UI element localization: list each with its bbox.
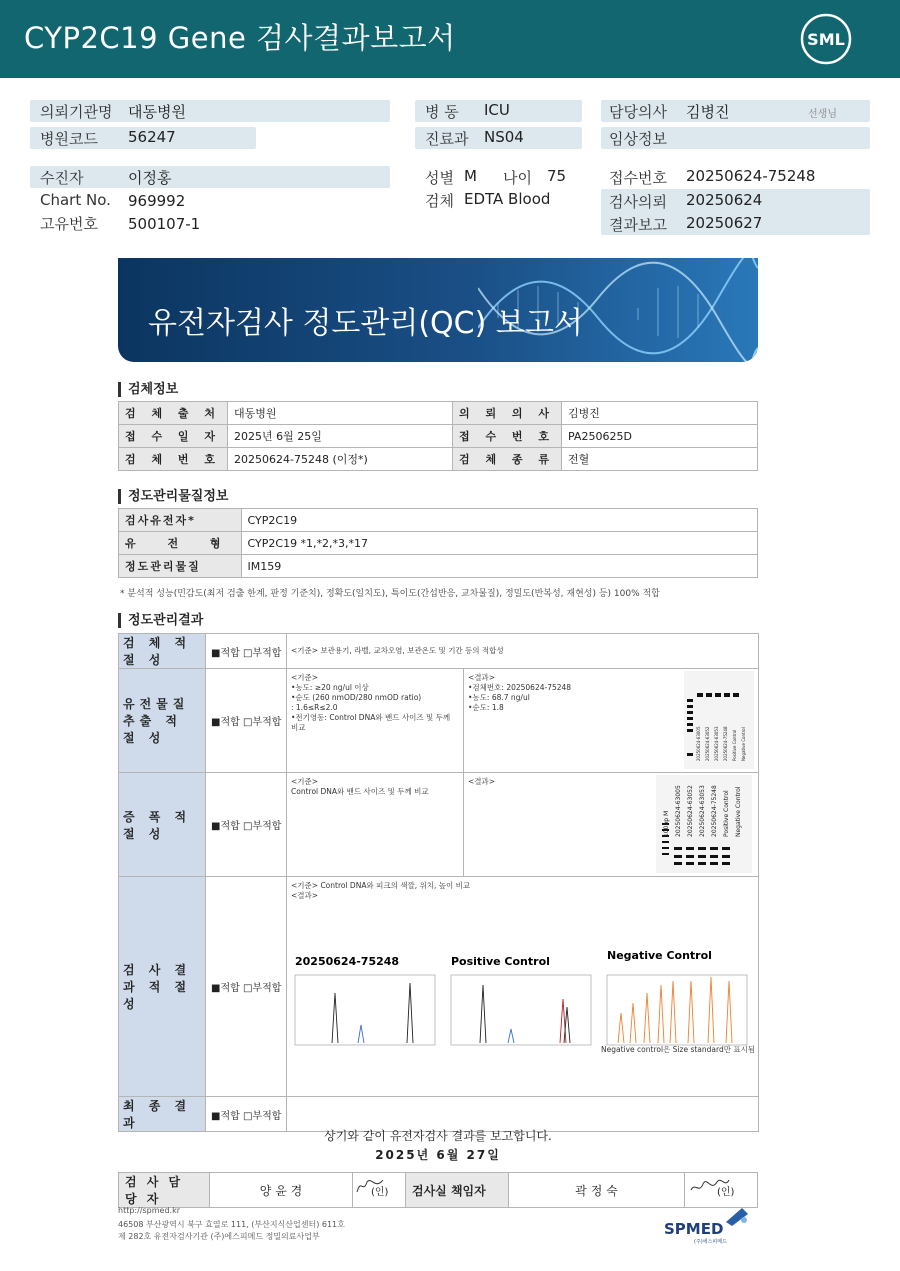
table-row bbox=[119, 634, 759, 669]
test-gene-label: 검사유전자* bbox=[119, 509, 242, 532]
specimen-table bbox=[118, 401, 758, 471]
uid-value: 500107-1 bbox=[128, 215, 201, 233]
test-gene-value: CYP2C19 bbox=[241, 509, 757, 532]
qc-material-table bbox=[118, 508, 758, 578]
table-row bbox=[119, 1173, 758, 1208]
performance-note: * 분석적 성능(민감도(최저 검출 한계, 판정 기준치), 정확도(일치도), 특이도(간섭반응, 교차물질), 정밀도(반복성, 재현성) 등) 100% 적합 bbox=[120, 589, 660, 599]
conclusion-text: 상기와 같이 유전자검사 결과를 보고합니다. bbox=[324, 1129, 552, 1143]
lab-head-label: 검사실 책임자 bbox=[406, 1173, 509, 1208]
doctor-value: 김병진 bbox=[686, 103, 730, 121]
genotype-label: 유 전 형 bbox=[119, 532, 242, 555]
specimen-value: EDTA Blood bbox=[464, 190, 551, 208]
receipt-number-value: PA250625D bbox=[562, 425, 758, 448]
plot-title: 20250624-75248 bbox=[295, 955, 400, 968]
institution-value: 대동병원 bbox=[128, 103, 186, 121]
spmed-logo-subtext: (주)에스피메드 bbox=[694, 1239, 727, 1245]
ward-value: ICU bbox=[484, 101, 510, 119]
negative-control-note: Negative control은 Size standard만 표시됨 bbox=[601, 1045, 756, 1054]
plot-frame bbox=[451, 975, 591, 1045]
svg-text:Negative Control: Negative Control bbox=[741, 727, 746, 761]
svg-text:20250624-63053: 20250624-63053 bbox=[714, 726, 719, 761]
specimen-number-label: 검 체 번 호 bbox=[119, 448, 228, 471]
request-value: 20250624 bbox=[686, 191, 763, 209]
specimen-section-title: 검체정보 bbox=[118, 382, 178, 397]
age-label: 나이 bbox=[503, 169, 532, 187]
hospital-code-label: 병원코드 bbox=[40, 130, 98, 148]
final-result-check: ■적합 □부적합 bbox=[206, 1097, 287, 1132]
table-row bbox=[119, 532, 758, 555]
report-title: CYP2C19 Gene 검사결과보고서 bbox=[24, 21, 456, 55]
request-label: 검사의뢰 bbox=[609, 193, 667, 211]
lab-head-name: 곽 정 숙 bbox=[509, 1173, 685, 1208]
report-date-label: 결과보고 bbox=[609, 216, 667, 234]
footer-license: 제 282호 유전자검사기관 (주)에스피메드 정밀의료사업부 bbox=[118, 1232, 320, 1241]
svg-text:20250624-63052: 20250624-63052 bbox=[705, 726, 710, 761]
sex-value: M bbox=[464, 167, 477, 185]
patient-label: 수진자 bbox=[40, 169, 84, 187]
tester-seal: (인) bbox=[371, 1186, 389, 1198]
receipt-number-label: 접 수 번 호 bbox=[453, 425, 562, 448]
result-adequacy-label: 검 사 결 과 적 절 성 bbox=[119, 877, 206, 1097]
table-row bbox=[119, 509, 758, 532]
lab-head-seal: (인) bbox=[717, 1186, 735, 1198]
institution-label: 의뢰기관명 bbox=[40, 103, 113, 121]
spmed-logo-text: SPMED bbox=[664, 1220, 724, 1238]
signature-table bbox=[118, 1172, 758, 1208]
table-row bbox=[119, 877, 759, 1097]
amplification-gel-image bbox=[656, 775, 752, 873]
doctor-label: 담당의사 bbox=[609, 103, 667, 121]
report-date-value: 20250627 bbox=[686, 214, 763, 232]
plot-title: Negative Control bbox=[607, 949, 712, 962]
electropherogram-plots bbox=[293, 947, 756, 1057]
table-row bbox=[119, 773, 759, 877]
department-value: NS04 bbox=[484, 128, 524, 146]
qc-result-table bbox=[118, 633, 759, 1132]
amplification-adequacy-label: 증 폭 적 절 성 bbox=[119, 773, 206, 877]
plot-frame bbox=[295, 975, 435, 1045]
doctor-suffix: 선생님 bbox=[808, 109, 837, 120]
receipt-label: 접수번호 bbox=[609, 169, 667, 187]
chart-label: Chart No. bbox=[40, 191, 111, 209]
chart-value: 969992 bbox=[128, 192, 186, 210]
plot-title: Positive Control bbox=[451, 955, 550, 968]
specimen-origin-label: 검 체 출 처 bbox=[119, 402, 228, 425]
table-row bbox=[119, 555, 758, 578]
requesting-doctor-value: 김병진 bbox=[562, 402, 758, 425]
age-value: 75 bbox=[547, 167, 567, 185]
qc-material-value: IM159 bbox=[241, 555, 757, 578]
sex-label: 성별 bbox=[425, 169, 454, 187]
extraction-result: <결과> •검체번호: 20250624-75248 •농도: 68.7 ng/ul •순도: 1.8 bbox=[468, 673, 572, 712]
gel-lane-label: 100bp M bbox=[663, 810, 670, 837]
result-criteria: <기준> Control DNA와 피크의 색깔, 위치, 높이 비교 <결과> bbox=[291, 881, 471, 900]
clinical-info-label: 임상정보 bbox=[609, 130, 667, 148]
svg-text:20250624-75248: 20250624-75248 bbox=[723, 726, 728, 761]
spmed-logo bbox=[664, 1204, 754, 1244]
spmed-logo-icon bbox=[722, 1204, 752, 1226]
requesting-doctor-label: 의 뢰 의 사 bbox=[453, 402, 562, 425]
qc-material-section-title: 정도관리물질정보 bbox=[118, 489, 228, 504]
banner-title: 유전자검사 정도관리(QC) 보고서 bbox=[148, 306, 583, 341]
tester-label: 검 사 담 당 자 bbox=[119, 1173, 210, 1208]
gel-lane-label: 20250624-63052 bbox=[687, 785, 694, 837]
table-row bbox=[119, 669, 759, 773]
gel-lane-label: Positive Control bbox=[723, 790, 730, 837]
svg-text:Positive Control: Positive Control bbox=[732, 729, 737, 761]
extraction-adequacy-label: 유전물질추출 적 절 성 bbox=[119, 669, 206, 773]
final-result-label: 최 종 결 과 bbox=[119, 1097, 206, 1132]
table-row bbox=[119, 425, 758, 448]
footer-address: 46508 부산광역시 북구 효열로 111, (부산지식산업센터) 611호 bbox=[118, 1220, 345, 1229]
footer-url[interactable]: http://spmed.kr bbox=[118, 1206, 181, 1215]
receipt-date-label: 접 수 일 자 bbox=[119, 425, 228, 448]
conclusion-date: 2025년 6월 27일 bbox=[375, 1148, 501, 1162]
extraction-adequacy-check: ■적합 □부적합 bbox=[206, 669, 287, 773]
report-header bbox=[0, 0, 900, 78]
qc-material-label: 정도관리물질 bbox=[119, 555, 242, 578]
logo-text: SML bbox=[807, 30, 845, 49]
specimen-label: 검체 bbox=[425, 192, 454, 210]
result-adequacy-check: ■적합 □부적합 bbox=[206, 877, 287, 1097]
specimen-type-value: 전혈 bbox=[562, 448, 758, 471]
genotype-value: CYP2C19 *1,*2,*3,*17 bbox=[241, 532, 757, 555]
extraction-criteria: <기준> •농도: ≥20 ng/ul 이상 •순도 (260 nmOD/280 nmOD ratio) : 1.6≤R≤2.0 •전기영동: Control DNA와 밴드 사이즈 및 두께 비교 bbox=[291, 673, 451, 732]
receipt-value: 20250624-75248 bbox=[686, 167, 816, 185]
gel-lane-label: 20250624-63005 bbox=[675, 785, 682, 837]
specimen-type-label: 검 체 종 류 bbox=[453, 448, 562, 471]
gel-lane-label: 20250624-75248 bbox=[711, 785, 718, 837]
specimen-origin-value: 대동병원 bbox=[228, 402, 453, 425]
svg-text:20250624-63005: 20250624-63005 bbox=[696, 726, 701, 761]
amplification-adequacy-check: ■적합 □부적합 bbox=[206, 773, 287, 877]
amplification-criteria: <기준> Control DNA와 밴드 사이즈 및 두께 비교 bbox=[291, 777, 429, 796]
qc-result-section-title: 정도관리결과 bbox=[118, 613, 203, 628]
patient-value: 이정홍 bbox=[128, 169, 172, 187]
ward-label: 병 동 bbox=[425, 103, 459, 121]
qc-banner bbox=[118, 258, 758, 362]
table-row bbox=[119, 448, 758, 471]
specimen-adequacy-check: ■적합 □부적합 bbox=[206, 634, 287, 669]
specimen-adequacy-criteria: <기준> 보관용기, 라벨, 교차오염, 보관온도 및 기간 등의 적합성 bbox=[291, 646, 504, 655]
gel-lane-label: 20250624-63053 bbox=[699, 785, 706, 837]
gel-lane-label: Negative Control bbox=[735, 786, 742, 837]
table-row bbox=[119, 402, 758, 425]
amplification-result: <결과> bbox=[468, 777, 496, 786]
extraction-gel-image bbox=[684, 671, 754, 769]
department-label: 진료과 bbox=[425, 130, 469, 148]
sml-logo bbox=[799, 12, 853, 66]
specimen-number-value: 20250624-75248 (이정*) bbox=[228, 448, 453, 471]
hospital-code-value: 56247 bbox=[128, 128, 176, 146]
uid-label: 고유번호 bbox=[40, 215, 98, 233]
tester-name: 양 윤 경 bbox=[210, 1173, 353, 1208]
receipt-date-value: 2025년 6월 25일 bbox=[228, 425, 453, 448]
specimen-adequacy-label: 검 체 적 절 성 bbox=[119, 634, 206, 669]
